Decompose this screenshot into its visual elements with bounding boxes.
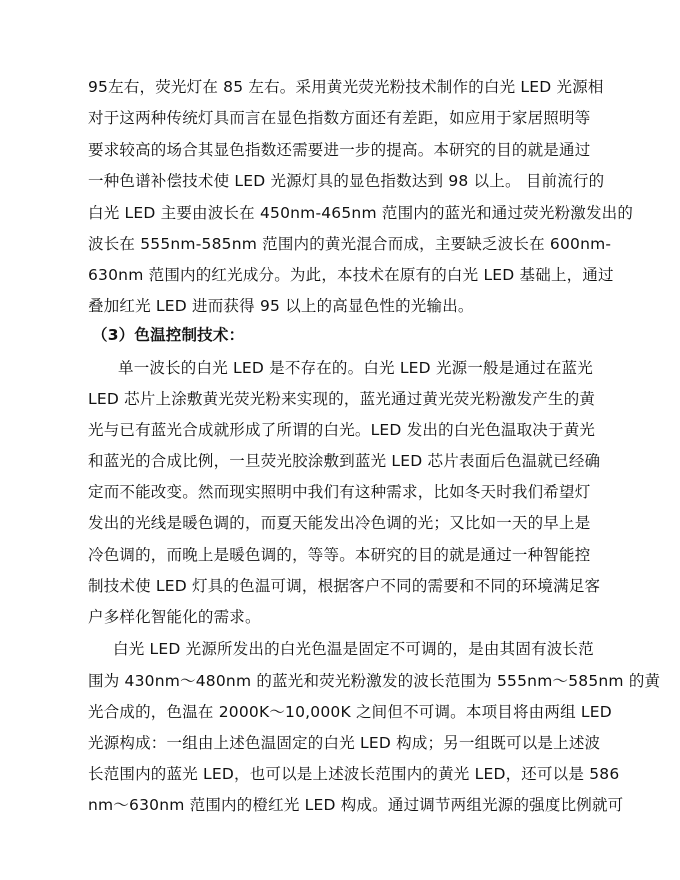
text-line: 长范围内的蓝光 LED，也可以是上述波长范围内的黄光 LED，还可以是 586 bbox=[88, 765, 620, 783]
section-heading: （3）色温控制技术： bbox=[92, 326, 245, 344]
text-line: nm～630nm 范围内的橙红光 LED 构成。通过调节两组光源的强度比例就可 bbox=[88, 796, 624, 814]
text-line: 和蓝光的合成比例，一旦荧光胶涂敷到蓝光 LED 芯片表面后色温就已经确 bbox=[88, 452, 601, 470]
text-line: 叠加红光 LED 进而获得 95 以上的高显色性的光输出。 bbox=[88, 297, 474, 315]
text-line: 一种色谱补偿技术使 LED 光源灯具的显色指数达到 98 以上。 目前流行的 bbox=[88, 172, 605, 190]
text-line: 光合成的，色温在 2000K～10,000K 之间但不可调。本项目将由两组 LED bbox=[88, 703, 612, 721]
text-line: 户多样化智能化的需求。 bbox=[88, 608, 261, 626]
text-line: 单一波长的白光 LED 是不存在的。白光 LED 光源一般是通过在蓝光 bbox=[118, 359, 593, 377]
text-line: 光与已有蓝光合成就形成了所谓的白光。LED 发出的白光色温取决于黄光 bbox=[88, 421, 596, 439]
text-line: 波长在 555nm-585nm 范围内的黄光混合而成，主要缺乏波长在 600nm- bbox=[88, 235, 612, 253]
text-line: 围为 430nm～480nm 的蓝光和荧光粉激发的波长范围为 555nm～585nm 的黄 bbox=[88, 672, 661, 690]
text-line: 白光 LED 主要由波长在 450nm-465nm 范围内的蓝光和通过荧光粉激发出的 bbox=[88, 204, 634, 222]
text-line: 要求较高的场合其显色指数还需要进一步的提高。本研究的目的就是通过 bbox=[88, 141, 591, 159]
text-line: 白光 LED 光源所发出的白光色温是固定不可调的，是由其固有波长范 bbox=[113, 640, 594, 658]
text-line: 定而不能改变。然而现实照明中我们有这种需求，比如冬天时我们希望灯 bbox=[88, 483, 591, 501]
text-line: 630nm 范围内的红光成分。为此，本技术在原有的白光 LED 基础上，通过 bbox=[88, 266, 614, 284]
text-line: 发出的光线是暖色调的，而夏天能发出冷色调的光；又比如一天的早上是 bbox=[88, 514, 591, 532]
text-line: 冷色调的，而晚上是暖色调的，等等。本研究的目的就是通过一种智能控 bbox=[88, 546, 591, 564]
text-line: 95左右，荧光灯在 85 左右。采用黄光荧光粉技术制作的白光 LED 光源相 bbox=[88, 78, 604, 96]
text-line: LED 芯片上涂敷黄光荧光粉来实现的，蓝光通过黄光荧光粉激发产生的黄 bbox=[88, 390, 596, 408]
text-line: 制技术使 LED 灯具的色温可调，根据客户不同的需要和不同的环境满足客 bbox=[88, 577, 601, 595]
text-line: 对于这两种传统灯具而言在显色指数方面还有差距，如应用于家居照明等 bbox=[88, 109, 591, 127]
text-line: 光源构成：一组由上述色温固定的白光 LED 构成；另一组既可以是上述波 bbox=[88, 734, 601, 752]
